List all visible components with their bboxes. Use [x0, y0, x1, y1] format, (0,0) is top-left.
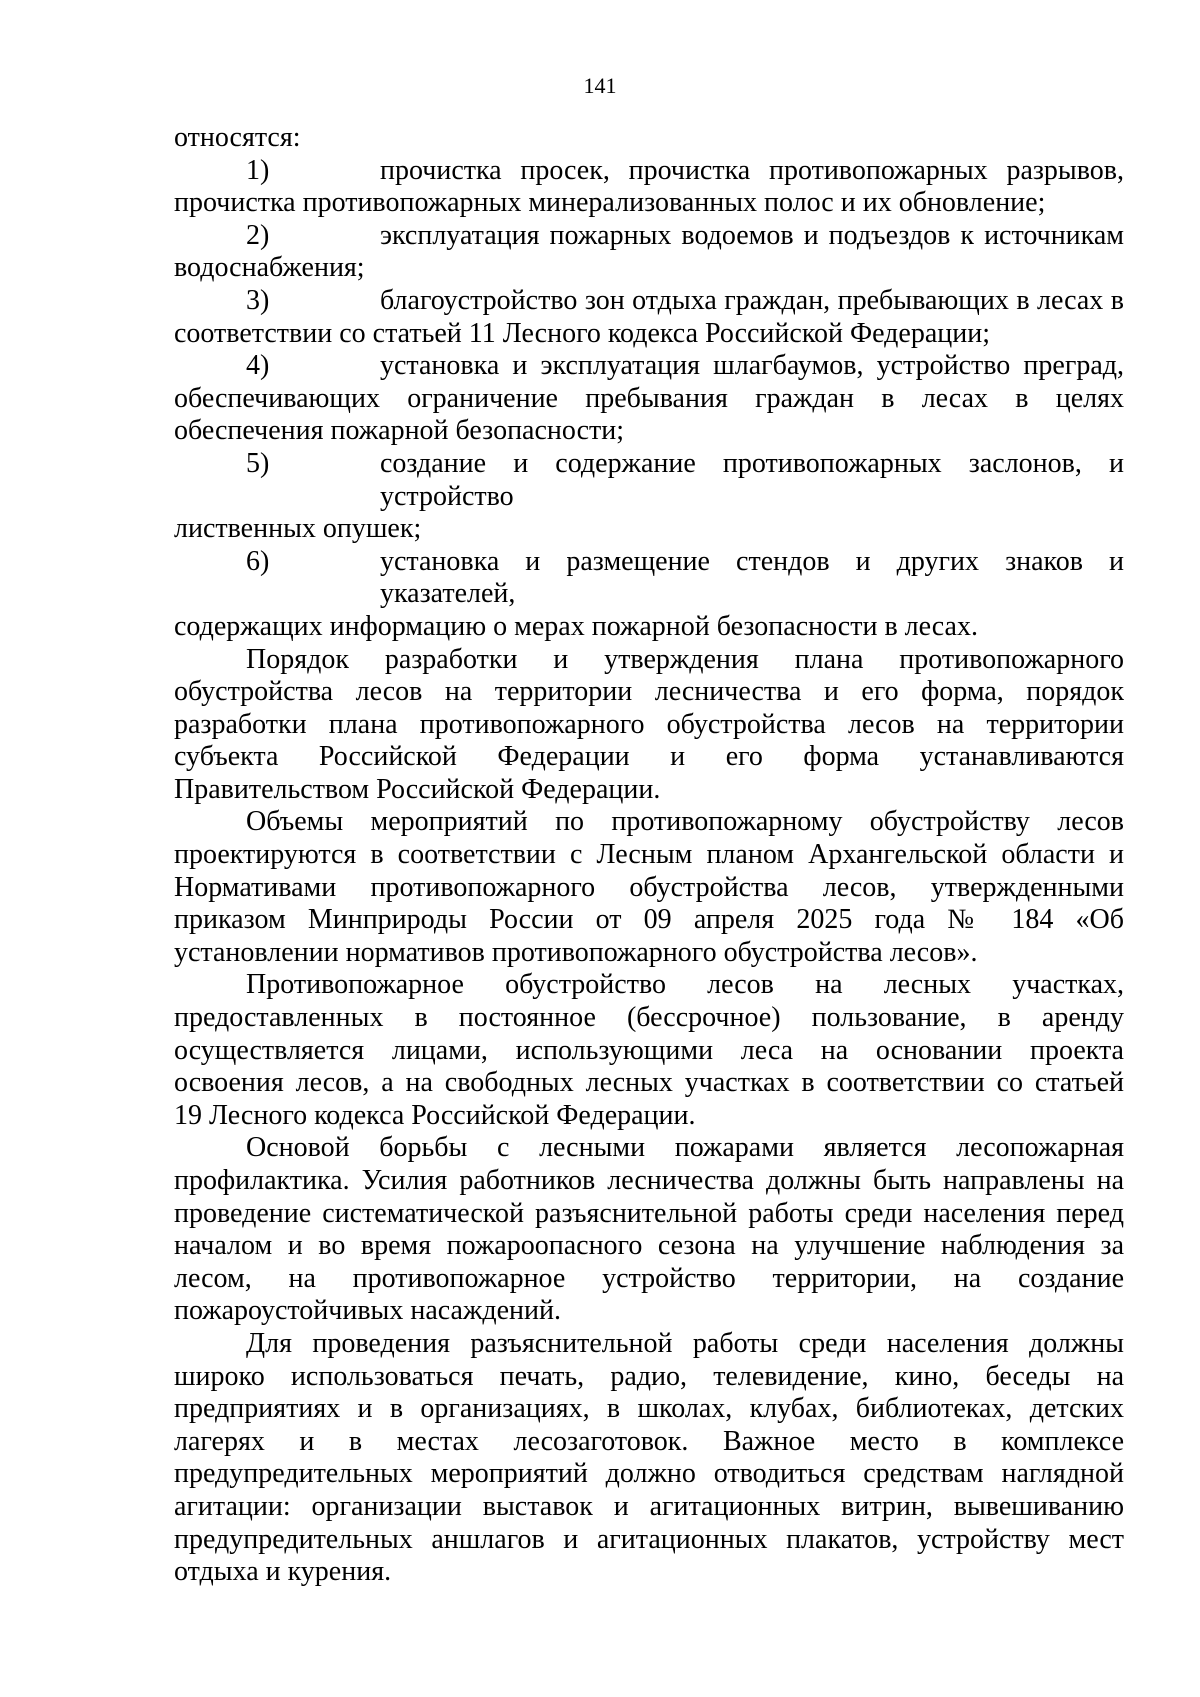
list-item-continuation: обеспечения пожарной безопасности;	[174, 415, 625, 447]
list-item-first-line	[174, 285, 1124, 318]
paragraph-line: отдыха и курения.	[174, 1556, 392, 1588]
list-item-text: благоустройство зон отдыха граждан, пребывающих в лесах в	[380, 284, 1124, 316]
list-item	[174, 546, 1124, 644]
paragraph-line: субъекта Российской Федерации и его форма устанавливаются	[174, 741, 1124, 773]
paragraph-line: Противопожарное обустройство лесов на лесных участках,	[246, 969, 1124, 1001]
document-body	[174, 122, 1124, 1589]
paragraph-line: предприятиях и в организациях, в школах, клубах, библиотеках, детских	[174, 1393, 1124, 1425]
list-item-number: 4)	[246, 350, 270, 382]
measures-list	[174, 155, 1124, 644]
paragraph-line: проектируются в соответствии с Лесным планом Архангельской области и	[174, 839, 1124, 871]
paragraph-line: обустройства лесов на территории лесничества и его форма, порядок	[174, 676, 1124, 708]
paragraph-line: Объемы мероприятий по противопожарному обустройству лесов	[246, 806, 1124, 838]
paragraph-line: установлении нормативов противопожарного обустройства лесов».	[174, 936, 978, 968]
paragraph	[174, 1132, 1124, 1328]
list-item	[174, 285, 1124, 350]
paragraph	[174, 969, 1124, 1132]
list-item	[174, 350, 1124, 448]
list-item	[174, 155, 1124, 220]
paragraph	[174, 806, 1124, 969]
list-item-continuation: прочистка противопожарных минерализованных полос и их обновление;	[174, 187, 1046, 219]
paragraph-line: лагерях и в местах лесозаготовок. Важное место в комплексе	[174, 1425, 1124, 1457]
paragraph-line: проведение систематической разъяснительной работы среди населения перед	[174, 1197, 1124, 1229]
list-item-text: создание и содержание противопожарных заслонов, и устройство	[380, 447, 1124, 512]
paragraph-line: предупредительных аншлагов и агитационных плакатов, устройству мест	[174, 1523, 1124, 1555]
paragraph-line: осуществляется лицами, использующими леса на основании проекта	[174, 1034, 1124, 1066]
list-item-first-line	[174, 448, 1124, 513]
list-item-first-line	[174, 350, 1124, 383]
list-item-continuation: обеспечивающих ограничение пребывания граждан в лесах в целях	[174, 382, 1124, 414]
paragraph-line: широко использоваться печать, радио, телевидение, кино, беседы на	[174, 1360, 1124, 1392]
list-item-first-line	[174, 155, 1124, 188]
list-item-number: 2)	[246, 219, 270, 251]
list-item-text: прочистка просек, прочистка противопожарных разрывов,	[380, 154, 1124, 186]
paragraph-line: агитации: организации выставок и агитационных витрин, вывешиванию	[174, 1490, 1124, 1522]
list-item	[174, 220, 1124, 285]
intro-line: относятся:	[174, 122, 301, 153]
list-item	[174, 448, 1124, 546]
list-item-text: эксплуатация пожарных водоемов и подъездов к источникам	[380, 219, 1124, 251]
page-number: 141	[583, 73, 617, 98]
paragraph-line: профилактика. Усилия работников лесничества должны быть направлены на	[174, 1165, 1124, 1196]
paragraph-line: Правительством Российской Федерации.	[174, 773, 661, 805]
paragraph-line: приказом Минприроды России от 09 апреля 2025 года № 184 «Об	[174, 904, 1124, 936]
list-item-first-line	[174, 546, 1124, 611]
paragraph-line: предоставленных в постоянное (бессрочное) пользование, в аренду	[174, 1002, 1124, 1034]
paragraph-line: Основой борьбы с лесными пожарами является лесопожарная	[246, 1132, 1124, 1164]
paragraph-line: освоения лесов, а на свободных лесных участках в соответствии со статьей	[174, 1067, 1124, 1099]
list-item-first-line	[174, 220, 1124, 253]
list-item-number: 5)	[246, 447, 270, 479]
paragraph-line: пожароустойчивых насаждений.	[174, 1295, 561, 1327]
list-item-number: 1)	[246, 154, 270, 186]
paragraph	[174, 1328, 1124, 1589]
paragraph	[174, 644, 1124, 807]
list-item-continuation: водоснабжения;	[174, 252, 365, 284]
list-item-number: 6)	[246, 545, 270, 577]
list-item-continuation: соответствии со статьей 11 Лесного кодекса Российской Федерации;	[174, 317, 991, 349]
paragraph-line: Порядок разработки и утверждения плана противопожарного	[246, 643, 1124, 675]
list-item-continuation: содержащих информацию о мерах пожарной безопасности в лесах.	[174, 610, 978, 642]
paragraph-line: началом и во время пожароопасного сезона на улучшение наблюдения за	[174, 1230, 1124, 1262]
paragraph-line: предупредительных мероприятий должно отводиться средствам наглядной	[174, 1458, 1124, 1490]
paragraph-line: Для проведения разъяснительной работы среди населения должны	[246, 1327, 1124, 1359]
paragraph-line: разработки плана противопожарного обустройства лесов на территории	[174, 708, 1124, 740]
list-item-number: 3)	[246, 284, 270, 316]
list-item-text: установка и размещение стендов и других знаков и указателей,	[380, 545, 1124, 610]
list-item-text: установка и эксплуатация шлагбаумов, устройство преград,	[380, 350, 1124, 382]
paragraph-line: 19 Лесного кодекса Российской Федерации.	[174, 1099, 696, 1131]
paragraphs	[174, 644, 1124, 1589]
list-item-continuation: лиственных опушек;	[174, 513, 422, 545]
paragraph-line: Нормативами противопожарного обустройства лесов, утвержденными	[174, 871, 1124, 903]
paragraph-line: лесом, на противопожарное устройство территории, на создание	[174, 1262, 1124, 1294]
